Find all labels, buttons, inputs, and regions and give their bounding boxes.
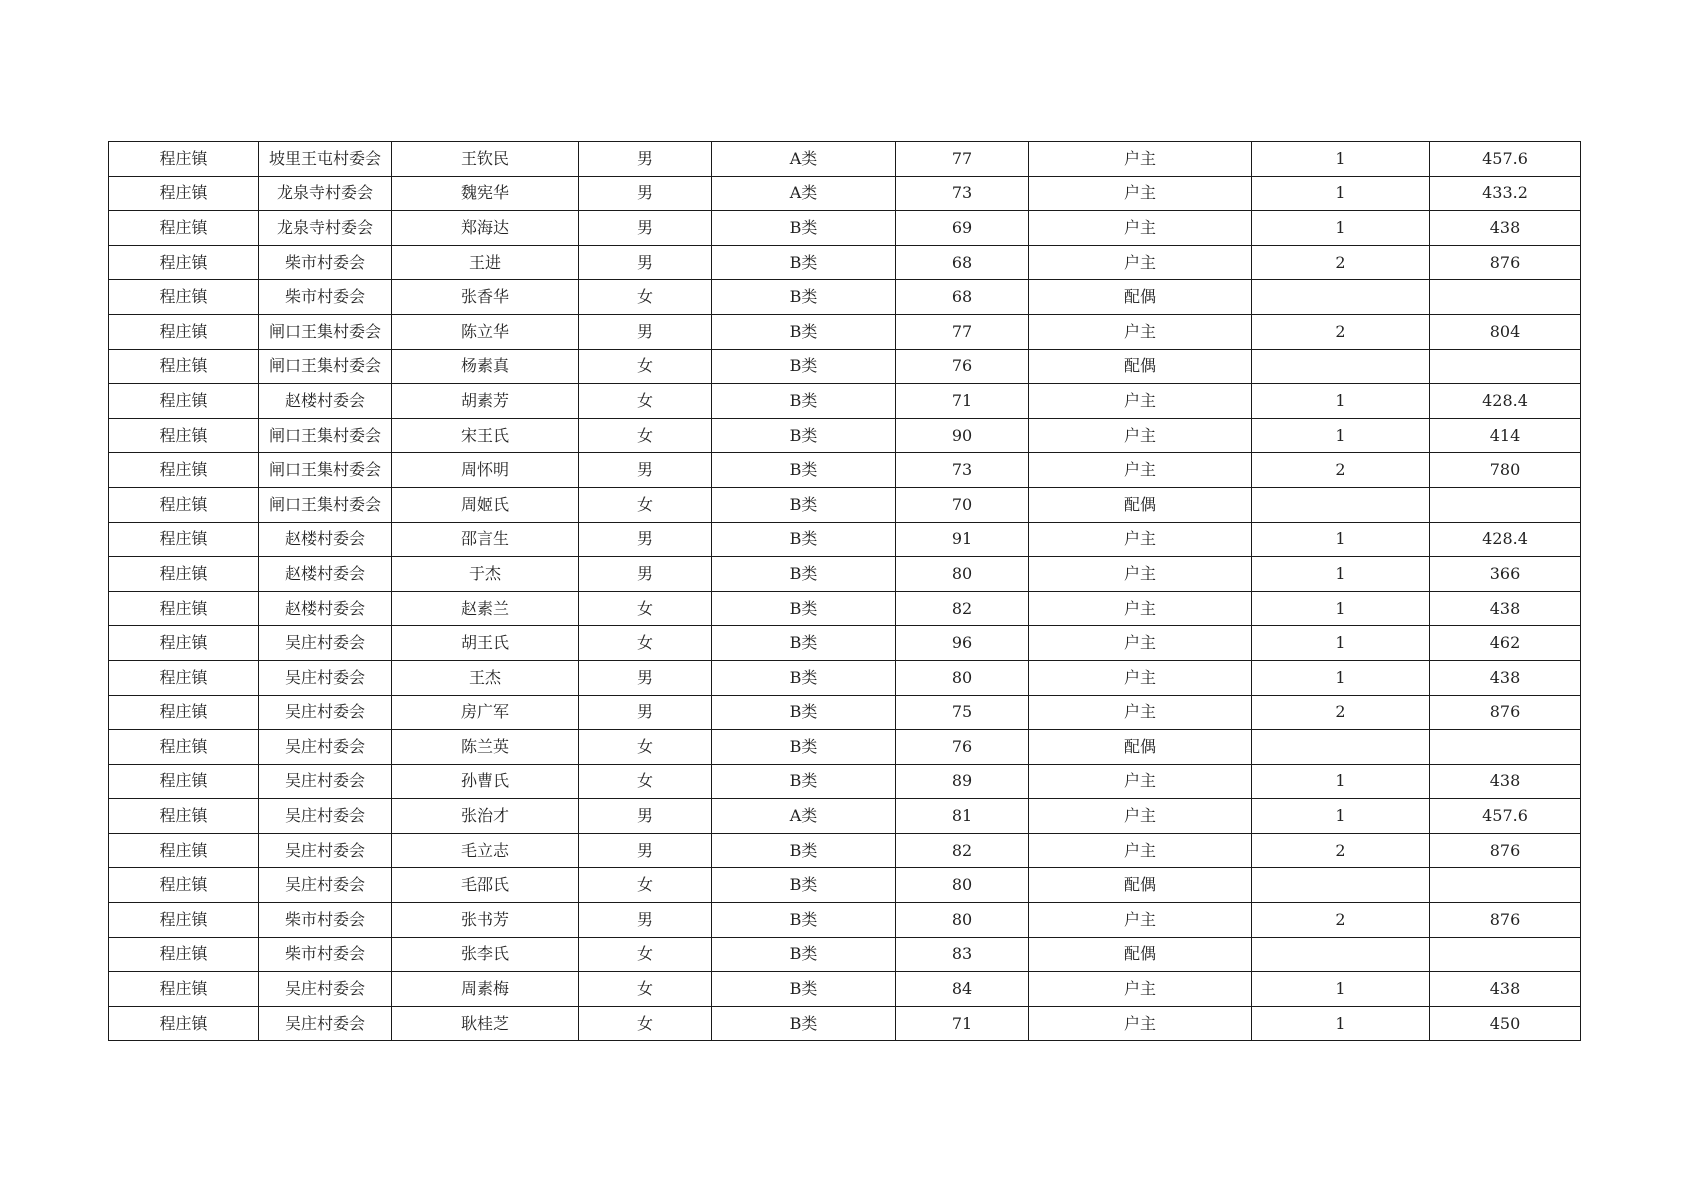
- category-cell: B类: [712, 522, 896, 557]
- household-size-cell: 1: [1252, 591, 1430, 626]
- table-row: [109, 626, 1581, 661]
- relation-cell: 配偶: [1029, 487, 1252, 522]
- village-cell: 吴庄村委会: [259, 833, 392, 868]
- village-cell: 柴市村委会: [259, 245, 392, 280]
- table-row: [109, 453, 1581, 488]
- village-cell: 吴庄村委会: [259, 764, 392, 799]
- town-cell: 程庄镇: [109, 349, 259, 384]
- relation-cell: 户主: [1029, 245, 1252, 280]
- table-row: [109, 557, 1581, 592]
- village-cell: 吴庄村委会: [259, 868, 392, 903]
- household-size-cell: 1: [1252, 660, 1430, 695]
- town-cell: 程庄镇: [109, 384, 259, 419]
- relation-cell: 配偶: [1029, 280, 1252, 315]
- gender-cell: 男: [579, 245, 712, 280]
- amount-cell: 438: [1430, 660, 1581, 695]
- age-cell: 81: [896, 799, 1029, 834]
- category-cell: B类: [712, 418, 896, 453]
- amount-cell: [1430, 868, 1581, 903]
- relation-cell: 配偶: [1029, 868, 1252, 903]
- name-cell: 陈立华: [392, 314, 579, 349]
- age-cell: 84: [896, 972, 1029, 1007]
- table-row: [109, 245, 1581, 280]
- household-size-cell: 1: [1252, 142, 1430, 177]
- name-cell: 张书芳: [392, 903, 579, 938]
- town-cell: 程庄镇: [109, 176, 259, 211]
- name-cell: 郑海达: [392, 211, 579, 246]
- relation-cell: 户主: [1029, 903, 1252, 938]
- town-cell: 程庄镇: [109, 142, 259, 177]
- table-row: [109, 176, 1581, 211]
- amount-cell: 438: [1430, 211, 1581, 246]
- category-cell: B类: [712, 660, 896, 695]
- category-cell: B类: [712, 557, 896, 592]
- gender-cell: 女: [579, 487, 712, 522]
- name-cell: 王进: [392, 245, 579, 280]
- name-cell: 耿桂芝: [392, 1006, 579, 1041]
- relation-cell: 户主: [1029, 972, 1252, 1007]
- household-size-cell: 2: [1252, 314, 1430, 349]
- name-cell: 魏宪华: [392, 176, 579, 211]
- amount-cell: 876: [1430, 903, 1581, 938]
- table-row: [109, 903, 1581, 938]
- category-cell: B类: [712, 695, 896, 730]
- relation-cell: 户主: [1029, 591, 1252, 626]
- village-cell: 闸口王集村委会: [259, 418, 392, 453]
- relation-cell: 配偶: [1029, 349, 1252, 384]
- gender-cell: 男: [579, 314, 712, 349]
- age-cell: 90: [896, 418, 1029, 453]
- table-row: [109, 660, 1581, 695]
- table-row: [109, 211, 1581, 246]
- household-size-cell: 1: [1252, 522, 1430, 557]
- gender-cell: 女: [579, 1006, 712, 1041]
- age-cell: 69: [896, 211, 1029, 246]
- age-cell: 77: [896, 142, 1029, 177]
- household-size-cell: 2: [1252, 245, 1430, 280]
- table-row: [109, 937, 1581, 972]
- amount-cell: 366: [1430, 557, 1581, 592]
- gender-cell: 女: [579, 280, 712, 315]
- age-cell: 96: [896, 626, 1029, 661]
- age-cell: 91: [896, 522, 1029, 557]
- relation-cell: 户主: [1029, 453, 1252, 488]
- category-cell: B类: [712, 626, 896, 661]
- town-cell: 程庄镇: [109, 418, 259, 453]
- village-cell: 闸口王集村委会: [259, 349, 392, 384]
- household-size-cell: 1: [1252, 799, 1430, 834]
- name-cell: 王杰: [392, 660, 579, 695]
- household-size-cell: [1252, 937, 1430, 972]
- age-cell: 80: [896, 660, 1029, 695]
- name-cell: 赵素兰: [392, 591, 579, 626]
- table-row: [109, 384, 1581, 419]
- village-cell: 闸口王集村委会: [259, 453, 392, 488]
- town-cell: 程庄镇: [109, 1006, 259, 1041]
- category-cell: A类: [712, 142, 896, 177]
- category-cell: B类: [712, 349, 896, 384]
- name-cell: 胡素芳: [392, 384, 579, 419]
- category-cell: B类: [712, 833, 896, 868]
- table-row: [109, 522, 1581, 557]
- village-cell: 柴市村委会: [259, 903, 392, 938]
- table-row: [109, 868, 1581, 903]
- household-size-cell: 1: [1252, 972, 1430, 1007]
- table-row: [109, 591, 1581, 626]
- category-cell: B类: [712, 245, 896, 280]
- town-cell: 程庄镇: [109, 903, 259, 938]
- relation-cell: 户主: [1029, 522, 1252, 557]
- relation-cell: 户主: [1029, 314, 1252, 349]
- name-cell: 陈兰英: [392, 730, 579, 765]
- relation-cell: 户主: [1029, 418, 1252, 453]
- age-cell: 70: [896, 487, 1029, 522]
- gender-cell: 女: [579, 764, 712, 799]
- village-cell: 吴庄村委会: [259, 799, 392, 834]
- category-cell: B类: [712, 730, 896, 765]
- category-cell: B类: [712, 487, 896, 522]
- name-cell: 周姬氏: [392, 487, 579, 522]
- village-cell: 赵楼村委会: [259, 384, 392, 419]
- village-cell: 坡里王屯村委会: [259, 142, 392, 177]
- town-cell: 程庄镇: [109, 314, 259, 349]
- relation-cell: 户主: [1029, 695, 1252, 730]
- town-cell: 程庄镇: [109, 211, 259, 246]
- gender-cell: 男: [579, 799, 712, 834]
- name-cell: 毛邵氏: [392, 868, 579, 903]
- amount-cell: [1430, 730, 1581, 765]
- amount-cell: 876: [1430, 245, 1581, 280]
- village-cell: 吴庄村委会: [259, 626, 392, 661]
- gender-cell: 男: [579, 903, 712, 938]
- amount-cell: 438: [1430, 591, 1581, 626]
- town-cell: 程庄镇: [109, 833, 259, 868]
- data-table-container: [108, 141, 1581, 1041]
- household-size-cell: 2: [1252, 833, 1430, 868]
- relation-cell: 户主: [1029, 660, 1252, 695]
- age-cell: 77: [896, 314, 1029, 349]
- town-cell: 程庄镇: [109, 868, 259, 903]
- village-cell: 吴庄村委会: [259, 695, 392, 730]
- category-cell: B类: [712, 764, 896, 799]
- amount-cell: 433.2: [1430, 176, 1581, 211]
- category-cell: B类: [712, 211, 896, 246]
- village-cell: 柴市村委会: [259, 937, 392, 972]
- relation-cell: 户主: [1029, 384, 1252, 419]
- table-row: [109, 1006, 1581, 1041]
- town-cell: 程庄镇: [109, 557, 259, 592]
- relation-cell: 户主: [1029, 764, 1252, 799]
- age-cell: 73: [896, 176, 1029, 211]
- age-cell: 80: [896, 557, 1029, 592]
- gender-cell: 女: [579, 868, 712, 903]
- name-cell: 张香华: [392, 280, 579, 315]
- household-size-cell: 1: [1252, 1006, 1430, 1041]
- name-cell: 张治才: [392, 799, 579, 834]
- amount-cell: 457.6: [1430, 799, 1581, 834]
- village-cell: 柴市村委会: [259, 280, 392, 315]
- name-cell: 周素梅: [392, 972, 579, 1007]
- relation-cell: 户主: [1029, 1006, 1252, 1041]
- amount-cell: 450: [1430, 1006, 1581, 1041]
- gender-cell: 女: [579, 349, 712, 384]
- table-row: [109, 349, 1581, 384]
- gender-cell: 女: [579, 418, 712, 453]
- village-cell: 吴庄村委会: [259, 1006, 392, 1041]
- household-size-cell: [1252, 487, 1430, 522]
- gender-cell: 女: [579, 730, 712, 765]
- table-row: [109, 695, 1581, 730]
- town-cell: 程庄镇: [109, 937, 259, 972]
- age-cell: 68: [896, 245, 1029, 280]
- household-size-cell: 1: [1252, 384, 1430, 419]
- household-size-cell: 2: [1252, 903, 1430, 938]
- village-cell: 赵楼村委会: [259, 591, 392, 626]
- amount-cell: [1430, 487, 1581, 522]
- age-cell: 71: [896, 1006, 1029, 1041]
- village-cell: 赵楼村委会: [259, 522, 392, 557]
- household-size-cell: [1252, 349, 1430, 384]
- gender-cell: 男: [579, 142, 712, 177]
- amount-cell: 457.6: [1430, 142, 1581, 177]
- age-cell: 89: [896, 764, 1029, 799]
- household-size-cell: 1: [1252, 176, 1430, 211]
- village-cell: 吴庄村委会: [259, 660, 392, 695]
- gender-cell: 男: [579, 453, 712, 488]
- name-cell: 宋王氏: [392, 418, 579, 453]
- town-cell: 程庄镇: [109, 487, 259, 522]
- amount-cell: 804: [1430, 314, 1581, 349]
- table-row: [109, 730, 1581, 765]
- household-size-cell: 2: [1252, 453, 1430, 488]
- amount-cell: 780: [1430, 453, 1581, 488]
- village-cell: 闸口王集村委会: [259, 314, 392, 349]
- household-size-cell: 1: [1252, 418, 1430, 453]
- age-cell: 83: [896, 937, 1029, 972]
- household-size-cell: [1252, 868, 1430, 903]
- name-cell: 房广军: [392, 695, 579, 730]
- name-cell: 毛立志: [392, 833, 579, 868]
- amount-cell: 428.4: [1430, 522, 1581, 557]
- category-cell: B类: [712, 972, 896, 1007]
- town-cell: 程庄镇: [109, 280, 259, 315]
- category-cell: B类: [712, 1006, 896, 1041]
- town-cell: 程庄镇: [109, 245, 259, 280]
- gender-cell: 男: [579, 695, 712, 730]
- town-cell: 程庄镇: [109, 591, 259, 626]
- amount-cell: 438: [1430, 972, 1581, 1007]
- table-row: [109, 799, 1581, 834]
- age-cell: 80: [896, 868, 1029, 903]
- relation-cell: 户主: [1029, 557, 1252, 592]
- household-size-cell: [1252, 280, 1430, 315]
- age-cell: 80: [896, 903, 1029, 938]
- gender-cell: 女: [579, 937, 712, 972]
- village-cell: 闸口王集村委会: [259, 487, 392, 522]
- gender-cell: 男: [579, 522, 712, 557]
- household-size-cell: 1: [1252, 626, 1430, 661]
- gender-cell: 女: [579, 591, 712, 626]
- household-size-cell: 1: [1252, 557, 1430, 592]
- age-cell: 82: [896, 833, 1029, 868]
- category-cell: B类: [712, 453, 896, 488]
- household-size-cell: 1: [1252, 211, 1430, 246]
- town-cell: 程庄镇: [109, 972, 259, 1007]
- category-cell: A类: [712, 176, 896, 211]
- table-row: [109, 314, 1581, 349]
- gender-cell: 男: [579, 660, 712, 695]
- name-cell: 于杰: [392, 557, 579, 592]
- relation-cell: 户主: [1029, 833, 1252, 868]
- amount-cell: 414: [1430, 418, 1581, 453]
- village-cell: 龙泉寺村委会: [259, 211, 392, 246]
- gender-cell: 男: [579, 557, 712, 592]
- age-cell: 76: [896, 349, 1029, 384]
- table-row: [109, 764, 1581, 799]
- table-row: [109, 280, 1581, 315]
- household-size-cell: [1252, 730, 1430, 765]
- town-cell: 程庄镇: [109, 522, 259, 557]
- age-cell: 76: [896, 730, 1029, 765]
- amount-cell: 876: [1430, 695, 1581, 730]
- name-cell: 张李氏: [392, 937, 579, 972]
- relation-cell: 户主: [1029, 142, 1252, 177]
- town-cell: 程庄镇: [109, 695, 259, 730]
- town-cell: 程庄镇: [109, 660, 259, 695]
- relation-cell: 配偶: [1029, 730, 1252, 765]
- name-cell: 周怀明: [392, 453, 579, 488]
- amount-cell: [1430, 349, 1581, 384]
- gender-cell: 女: [579, 384, 712, 419]
- name-cell: 王钦民: [392, 142, 579, 177]
- age-cell: 82: [896, 591, 1029, 626]
- village-cell: 龙泉寺村委会: [259, 176, 392, 211]
- town-cell: 程庄镇: [109, 453, 259, 488]
- age-cell: 71: [896, 384, 1029, 419]
- table-row: [109, 418, 1581, 453]
- village-cell: 赵楼村委会: [259, 557, 392, 592]
- amount-cell: [1430, 937, 1581, 972]
- amount-cell: [1430, 280, 1581, 315]
- table-row: [109, 972, 1581, 1007]
- name-cell: 邵言生: [392, 522, 579, 557]
- gender-cell: 男: [579, 211, 712, 246]
- category-cell: A类: [712, 799, 896, 834]
- category-cell: B类: [712, 868, 896, 903]
- category-cell: B类: [712, 591, 896, 626]
- relation-cell: 户主: [1029, 211, 1252, 246]
- town-cell: 程庄镇: [109, 764, 259, 799]
- amount-cell: 428.4: [1430, 384, 1581, 419]
- table-body: [109, 142, 1581, 1041]
- name-cell: 胡王氏: [392, 626, 579, 661]
- gender-cell: 男: [579, 176, 712, 211]
- table-row: [109, 142, 1581, 177]
- amount-cell: 462: [1430, 626, 1581, 661]
- village-cell: 吴庄村委会: [259, 730, 392, 765]
- relation-cell: 户主: [1029, 626, 1252, 661]
- town-cell: 程庄镇: [109, 799, 259, 834]
- gender-cell: 女: [579, 972, 712, 1007]
- gender-cell: 女: [579, 626, 712, 661]
- category-cell: B类: [712, 280, 896, 315]
- category-cell: B类: [712, 903, 896, 938]
- age-cell: 73: [896, 453, 1029, 488]
- table-row: [109, 833, 1581, 868]
- data-table: [108, 141, 1581, 1041]
- category-cell: B类: [712, 384, 896, 419]
- household-size-cell: 2: [1252, 695, 1430, 730]
- town-cell: 程庄镇: [109, 730, 259, 765]
- town-cell: 程庄镇: [109, 626, 259, 661]
- name-cell: 孙曹氏: [392, 764, 579, 799]
- amount-cell: 876: [1430, 833, 1581, 868]
- relation-cell: 配偶: [1029, 937, 1252, 972]
- relation-cell: 户主: [1029, 799, 1252, 834]
- category-cell: B类: [712, 314, 896, 349]
- relation-cell: 户主: [1029, 176, 1252, 211]
- gender-cell: 男: [579, 833, 712, 868]
- age-cell: 68: [896, 280, 1029, 315]
- household-size-cell: 1: [1252, 764, 1430, 799]
- category-cell: B类: [712, 937, 896, 972]
- village-cell: 吴庄村委会: [259, 972, 392, 1007]
- name-cell: 杨素真: [392, 349, 579, 384]
- amount-cell: 438: [1430, 764, 1581, 799]
- table-row: [109, 487, 1581, 522]
- age-cell: 75: [896, 695, 1029, 730]
